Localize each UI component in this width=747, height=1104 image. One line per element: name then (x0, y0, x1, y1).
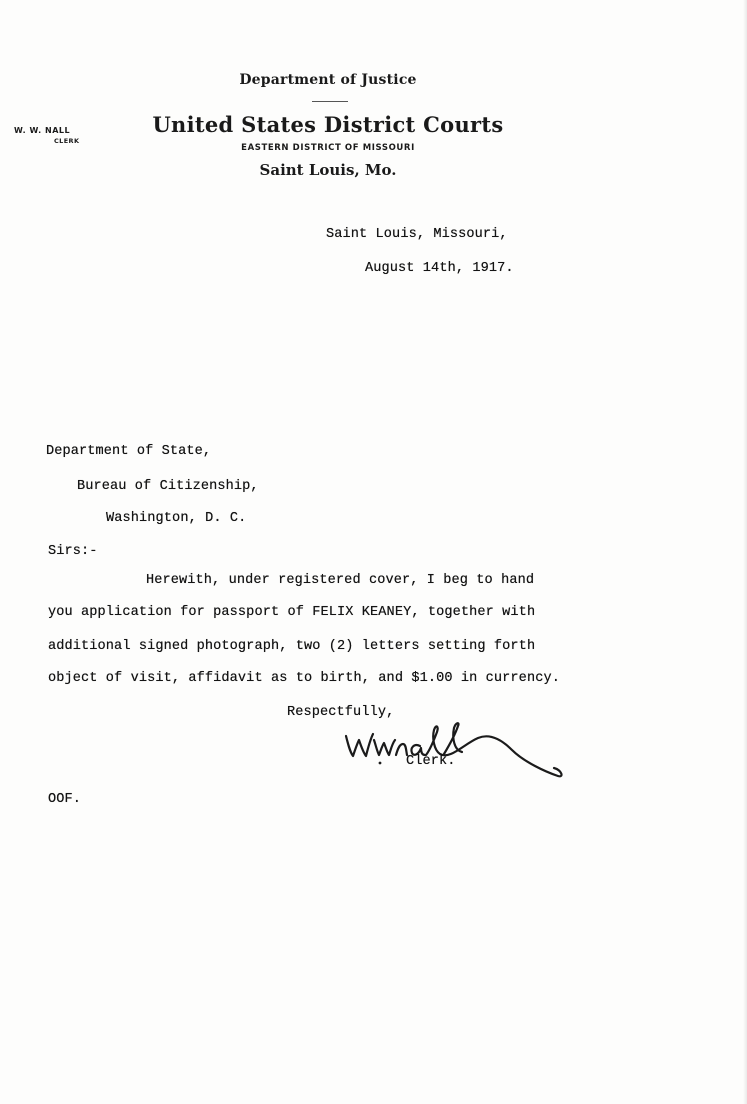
letterhead-courts: United States District Courts (152, 112, 504, 137)
dateline-date: August 14th, 1917. (365, 261, 514, 276)
letterhead-city: Saint Louis, Mo. (259, 161, 397, 179)
salutation: Sirs:- (48, 544, 98, 559)
dateline-place: Saint Louis, Missouri, (326, 227, 508, 242)
address-line-1: Department of State, (46, 444, 212, 459)
letterhead-clerk-name: W. W. NALL (14, 126, 71, 135)
typist-initials: OOF. (48, 792, 82, 807)
body-line-3: additional signed photograph, two (2) letters setting forth (48, 639, 536, 654)
address-line-2: Bureau of Citizenship, (77, 479, 259, 494)
handwritten-signature (340, 716, 570, 788)
letterhead-divider (312, 101, 348, 102)
body-line-4: object of visit, affidavit as to birth, and $1.00 in currency. (48, 671, 560, 686)
letterhead-department: Department of Justice (239, 72, 417, 88)
body-line-1: Herewith, under registered cover, I beg to hand (146, 573, 535, 588)
address-line-3: Washington, D. C. (106, 511, 247, 526)
body-line-2: you application for passport of FELIX KEANEY, together with (48, 605, 536, 620)
closing: Respectfully, (287, 705, 395, 720)
letterhead-district: EASTERN DISTRICT OF MISSOURI (241, 143, 415, 153)
signature-title: Clerk. (406, 754, 456, 769)
letterhead-clerk-title: CLERK (54, 137, 80, 145)
